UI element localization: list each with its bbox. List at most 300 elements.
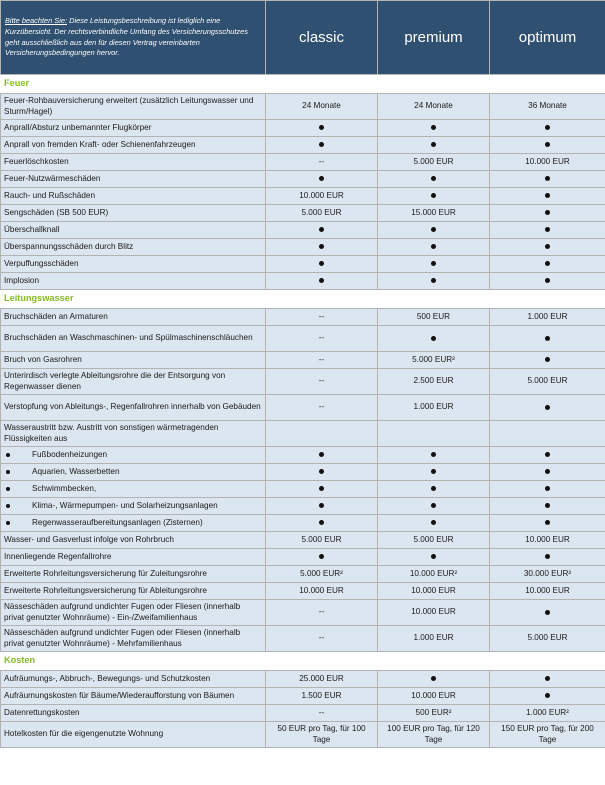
included-dot-icon bbox=[319, 503, 324, 508]
included-dot-icon bbox=[431, 469, 436, 474]
included-dot-icon bbox=[545, 486, 550, 491]
value-cell bbox=[378, 722, 490, 748]
row-label-cell bbox=[1, 326, 266, 352]
table-row bbox=[1, 120, 605, 137]
table-row bbox=[1, 154, 605, 171]
included-cell bbox=[266, 481, 378, 498]
cell-value: 1.000 EUR bbox=[413, 402, 454, 412]
table-row bbox=[1, 532, 605, 549]
row-label: Aquarien, Wasserbetten bbox=[32, 466, 120, 476]
value-cell bbox=[490, 583, 605, 600]
cell-value: 30.000 EUR² bbox=[523, 568, 572, 578]
bullet-icon bbox=[6, 504, 10, 508]
cell-value: 5.000 EUR bbox=[527, 376, 568, 386]
row-label: Bruchschäden an Armaturen bbox=[4, 311, 108, 321]
row-label: Fußbodenheizungen bbox=[32, 449, 108, 459]
included-dot-icon bbox=[431, 227, 436, 232]
included-dot-icon bbox=[431, 554, 436, 559]
section-title: Feuer bbox=[1, 75, 605, 94]
included-cell bbox=[378, 326, 490, 352]
table-row bbox=[1, 688, 605, 705]
row-label-cell bbox=[1, 447, 266, 464]
value-cell bbox=[378, 583, 490, 600]
table-row bbox=[1, 188, 605, 205]
row-label: Anprall/Absturz unbemannter Flugkörper bbox=[4, 122, 152, 132]
row-label-cell bbox=[1, 671, 266, 688]
included-dot-icon bbox=[545, 176, 550, 181]
table-row bbox=[1, 481, 605, 498]
included-cell bbox=[378, 239, 490, 256]
value-cell bbox=[266, 369, 378, 395]
section-header bbox=[1, 652, 605, 671]
value-cell bbox=[378, 532, 490, 549]
included-dot-icon bbox=[545, 610, 550, 615]
included-cell bbox=[266, 171, 378, 188]
included-cell bbox=[490, 549, 605, 566]
value-cell bbox=[266, 94, 378, 120]
row-label: Datenrettungskosten bbox=[4, 707, 80, 717]
table-row bbox=[1, 600, 605, 626]
table-row bbox=[1, 583, 605, 600]
row-label: Aufräumungs-, Abbruch-, Bewegungs- und Schutzkosten bbox=[4, 673, 211, 683]
included-cell bbox=[490, 188, 605, 205]
included-cell bbox=[490, 600, 605, 626]
included-dot-icon bbox=[545, 210, 550, 215]
cell-value: 5.000 EUR bbox=[301, 534, 342, 544]
included-cell bbox=[490, 222, 605, 239]
row-label-cell bbox=[1, 205, 266, 222]
value-cell bbox=[266, 352, 378, 369]
included-cell bbox=[378, 671, 490, 688]
cell-value: 1.500 EUR bbox=[301, 690, 342, 700]
included-dot-icon bbox=[319, 227, 324, 232]
section-title: Kosten bbox=[1, 652, 605, 671]
value-cell bbox=[378, 566, 490, 583]
included-dot-icon bbox=[319, 554, 324, 559]
row-label-cell bbox=[1, 705, 266, 722]
included-dot-icon bbox=[545, 193, 550, 198]
value-cell bbox=[266, 395, 378, 421]
included-cell bbox=[266, 137, 378, 154]
cell-value: 500 EUR² bbox=[415, 707, 452, 717]
row-label: Rauch- und Rußschäden bbox=[4, 190, 96, 200]
row-label-cell bbox=[1, 688, 266, 705]
value-cell bbox=[378, 352, 490, 369]
row-label-cell bbox=[1, 566, 266, 583]
row-label: Schwimmbecken, bbox=[32, 483, 97, 493]
value-cell bbox=[266, 688, 378, 705]
included-dot-icon bbox=[319, 142, 324, 147]
bullet-icon bbox=[6, 470, 10, 474]
included-dot-icon bbox=[431, 452, 436, 457]
included-cell bbox=[490, 137, 605, 154]
row-label: Bruchschäden an Waschmaschinen- und Spülmaschinenschläuchen bbox=[4, 333, 253, 343]
tier-premium-header: premium bbox=[378, 1, 490, 75]
bullet-icon bbox=[6, 453, 10, 457]
value-cell bbox=[266, 722, 378, 748]
value-cell bbox=[378, 600, 490, 626]
row-label-cell bbox=[1, 481, 266, 498]
value-cell bbox=[266, 421, 378, 447]
value-cell bbox=[378, 309, 490, 326]
included-cell bbox=[266, 498, 378, 515]
cell-value: 5.000 EUR bbox=[527, 633, 568, 643]
table-row bbox=[1, 498, 605, 515]
row-label-cell bbox=[1, 94, 266, 120]
included-dot-icon bbox=[431, 261, 436, 266]
cell-value: -- bbox=[318, 376, 325, 386]
row-label: Nässeschäden aufgrund undichter Fugen oder Fliesen (innerhalb privat genutzter Wohnräume) - Ein-/Zweifamilienhaus bbox=[4, 602, 241, 622]
table-body bbox=[1, 75, 605, 748]
table-row bbox=[1, 171, 605, 188]
included-dot-icon bbox=[545, 469, 550, 474]
cell-value: 100 EUR pro Tag, für 120 Tage bbox=[387, 724, 480, 744]
row-label: Implosion bbox=[4, 275, 40, 285]
value-cell bbox=[490, 154, 605, 171]
row-label: Klima-, Wärmepumpen- und Solarheizungsanlagen bbox=[32, 500, 218, 510]
row-label-cell bbox=[1, 583, 266, 600]
cell-value: 24 Monate bbox=[302, 101, 341, 111]
cell-value: 10.000 EUR bbox=[525, 585, 570, 595]
included-dot-icon bbox=[319, 486, 324, 491]
included-cell bbox=[490, 326, 605, 352]
cell-value: 1.000 EUR bbox=[527, 311, 568, 321]
included-cell bbox=[378, 498, 490, 515]
table-row bbox=[1, 464, 605, 481]
table-row bbox=[1, 626, 605, 652]
included-dot-icon bbox=[545, 554, 550, 559]
section-header bbox=[1, 75, 605, 94]
value-cell bbox=[266, 154, 378, 171]
included-cell bbox=[378, 447, 490, 464]
row-label-cell bbox=[1, 273, 266, 290]
included-dot-icon bbox=[319, 520, 324, 525]
included-cell bbox=[378, 515, 490, 532]
included-dot-icon bbox=[545, 227, 550, 232]
included-cell bbox=[490, 239, 605, 256]
cell-value: -- bbox=[318, 607, 325, 617]
cell-value: 10.000 EUR bbox=[299, 585, 344, 595]
table-row bbox=[1, 273, 605, 290]
included-cell bbox=[490, 464, 605, 481]
value-cell bbox=[266, 671, 378, 688]
value-cell bbox=[490, 369, 605, 395]
row-label-cell bbox=[1, 626, 266, 652]
value-cell bbox=[266, 188, 378, 205]
cell-value: -- bbox=[318, 156, 325, 166]
value-cell bbox=[490, 722, 605, 748]
included-cell bbox=[266, 464, 378, 481]
cell-value: 50 EUR pro Tag, für 100 Tage bbox=[277, 724, 366, 744]
value-cell bbox=[378, 154, 490, 171]
included-dot-icon bbox=[545, 261, 550, 266]
cell-value: -- bbox=[318, 633, 325, 643]
table-row bbox=[1, 309, 605, 326]
included-dot-icon bbox=[545, 278, 550, 283]
row-label: Aufräumungskosten für Bäume/Wiederaufforstung von Bäumen bbox=[4, 690, 235, 700]
row-label: Verstopfung von Ableitungs-, Regenfallrohren innerhalb von Gebäuden bbox=[4, 402, 261, 412]
included-dot-icon bbox=[319, 125, 324, 130]
row-label: Feuer-Rohbauversicherung erweitert (zusätzlich Leitungswasser und Sturm/Hagel) bbox=[4, 96, 254, 116]
table-header bbox=[1, 1, 605, 75]
included-dot-icon bbox=[545, 357, 550, 362]
included-cell bbox=[266, 239, 378, 256]
value-cell bbox=[378, 369, 490, 395]
included-cell bbox=[378, 120, 490, 137]
row-label: Anprall von fremden Kraft- oder Schienenfahrzeugen bbox=[4, 139, 196, 149]
included-dot-icon bbox=[319, 261, 324, 266]
table-row bbox=[1, 395, 605, 421]
cell-value: 2.500 EUR bbox=[413, 376, 454, 386]
value-cell bbox=[266, 205, 378, 222]
row-label-cell bbox=[1, 369, 266, 395]
included-dot-icon bbox=[545, 336, 550, 341]
included-cell bbox=[490, 171, 605, 188]
row-label-cell bbox=[1, 722, 266, 748]
row-label: Innenliegende Regenfallrohre bbox=[4, 551, 112, 561]
row-label-cell bbox=[1, 239, 266, 256]
table-row bbox=[1, 515, 605, 532]
row-label-cell bbox=[1, 154, 266, 171]
value-cell bbox=[266, 626, 378, 652]
included-cell bbox=[378, 222, 490, 239]
included-dot-icon bbox=[319, 452, 324, 457]
value-cell bbox=[490, 309, 605, 326]
table-row bbox=[1, 326, 605, 352]
cell-value: 10.000 EUR² bbox=[409, 568, 458, 578]
value-cell bbox=[490, 532, 605, 549]
cell-value: 15.000 EUR bbox=[411, 207, 456, 217]
included-cell bbox=[490, 256, 605, 273]
row-label-cell bbox=[1, 222, 266, 239]
row-label: Erweiterte Rohrleitungsversicherung für Ableitungsrohre bbox=[4, 585, 207, 595]
included-dot-icon bbox=[319, 244, 324, 249]
table-row bbox=[1, 722, 605, 748]
row-label-cell bbox=[1, 256, 266, 273]
row-label: Unterirdisch verlegte Ableitungsrohre die der Entsorgung von Regenwasser dienen bbox=[4, 371, 226, 391]
value-cell bbox=[490, 705, 605, 722]
cell-value: 10.000 EUR bbox=[525, 156, 570, 166]
included-cell bbox=[490, 205, 605, 222]
disclaimer-note bbox=[1, 1, 266, 75]
section-title: Leitungswasser bbox=[1, 290, 605, 309]
row-label-cell bbox=[1, 600, 266, 626]
row-label: Nässeschäden aufgrund undichter Fugen oder Fliesen (innerhalb privat genutzter Wohnräume) - Mehrfamilienhaus bbox=[4, 628, 241, 648]
cell-value: 10.000 EUR bbox=[411, 585, 456, 595]
value-cell bbox=[266, 600, 378, 626]
row-label-cell bbox=[1, 395, 266, 421]
value-cell bbox=[490, 626, 605, 652]
value-cell bbox=[266, 309, 378, 326]
value-cell bbox=[378, 94, 490, 120]
included-dot-icon bbox=[431, 244, 436, 249]
included-dot-icon bbox=[431, 520, 436, 525]
included-cell bbox=[490, 498, 605, 515]
included-cell bbox=[378, 188, 490, 205]
cell-value: 24 Monate bbox=[414, 101, 453, 111]
cell-value: -- bbox=[318, 402, 325, 412]
row-label-cell bbox=[1, 532, 266, 549]
included-dot-icon bbox=[431, 125, 436, 130]
row-label-cell bbox=[1, 188, 266, 205]
cell-value: 1.000 EUR² bbox=[526, 707, 569, 717]
cell-value: -- bbox=[318, 333, 325, 343]
table-row bbox=[1, 705, 605, 722]
bullet-icon bbox=[6, 521, 10, 525]
table-row bbox=[1, 94, 605, 120]
tier-classic-header: classic bbox=[266, 1, 378, 75]
value-cell bbox=[266, 705, 378, 722]
row-label: Erweiterte Rohrleitungsversicherung für Zuleitungsrohre bbox=[4, 568, 207, 578]
value-cell bbox=[490, 94, 605, 120]
table-row bbox=[1, 549, 605, 566]
cell-value: 10.000 EUR bbox=[411, 690, 456, 700]
included-cell bbox=[378, 481, 490, 498]
value-cell bbox=[378, 688, 490, 705]
included-cell bbox=[490, 688, 605, 705]
row-label-cell bbox=[1, 352, 266, 369]
included-cell bbox=[378, 137, 490, 154]
row-label-cell bbox=[1, 120, 266, 137]
cell-value: -- bbox=[318, 311, 325, 321]
table-row bbox=[1, 671, 605, 688]
included-cell bbox=[490, 671, 605, 688]
row-label-cell bbox=[1, 171, 266, 188]
included-cell bbox=[490, 447, 605, 464]
table-row bbox=[1, 222, 605, 239]
included-dot-icon bbox=[545, 142, 550, 147]
value-cell bbox=[266, 583, 378, 600]
value-cell bbox=[266, 532, 378, 549]
included-dot-icon bbox=[545, 125, 550, 130]
cell-value: 10.000 EUR bbox=[411, 607, 456, 617]
value-cell bbox=[266, 566, 378, 583]
included-dot-icon bbox=[431, 278, 436, 283]
included-dot-icon bbox=[431, 193, 436, 198]
included-dot-icon bbox=[545, 405, 550, 410]
row-label-cell bbox=[1, 498, 266, 515]
cell-value: -- bbox=[318, 707, 325, 717]
cell-value: 5.000 EUR² bbox=[300, 568, 343, 578]
included-dot-icon bbox=[545, 520, 550, 525]
included-dot-icon bbox=[431, 336, 436, 341]
row-label: Sengschäden (SB 500 EUR) bbox=[4, 207, 109, 217]
table-row bbox=[1, 566, 605, 583]
row-label: Regenwasseraufbereitungsanlagen (Zisternen) bbox=[32, 517, 203, 527]
table-row bbox=[1, 137, 605, 154]
table-row bbox=[1, 369, 605, 395]
tier-optimum-header: optimum bbox=[490, 1, 605, 75]
cell-value: 500 EUR bbox=[416, 311, 451, 321]
included-cell bbox=[490, 120, 605, 137]
row-label: Feuer-Nutzwärmeschäden bbox=[4, 173, 101, 183]
included-cell bbox=[490, 515, 605, 532]
included-dot-icon bbox=[545, 503, 550, 508]
included-cell bbox=[378, 273, 490, 290]
row-label: Wasseraustritt bzw. Austritt von sonstigen wärmetragenden Flüssigkeiten aus bbox=[4, 423, 219, 443]
value-cell bbox=[378, 205, 490, 222]
included-cell bbox=[266, 222, 378, 239]
table-row bbox=[1, 421, 605, 447]
row-label: Bruch von Gasrohren bbox=[4, 354, 82, 364]
cell-value: 5.000 EUR bbox=[301, 207, 342, 217]
table-row bbox=[1, 239, 605, 256]
cell-value: 10.000 EUR bbox=[525, 534, 570, 544]
included-cell bbox=[490, 273, 605, 290]
value-cell bbox=[378, 705, 490, 722]
row-label-cell bbox=[1, 549, 266, 566]
included-dot-icon bbox=[545, 693, 550, 698]
included-cell bbox=[266, 515, 378, 532]
row-label-cell bbox=[1, 421, 266, 447]
included-cell bbox=[378, 549, 490, 566]
value-cell bbox=[378, 626, 490, 652]
included-dot-icon bbox=[545, 676, 550, 681]
included-cell bbox=[490, 395, 605, 421]
disclaimer-note-body: Diese Leistungsbeschreibung ist lediglich eine Kurzübersicht. Der rechtsverbindliche Umfang des Versicherungsschutzes geht ausschließlich aus den für diesen Vertrag vereinbarten Versicherungsbedingungen hervor. bbox=[5, 16, 248, 58]
row-label-cell bbox=[1, 137, 266, 154]
included-cell bbox=[378, 256, 490, 273]
included-dot-icon bbox=[545, 244, 550, 249]
value-cell bbox=[490, 421, 605, 447]
included-cell bbox=[266, 120, 378, 137]
included-cell bbox=[490, 481, 605, 498]
included-dot-icon bbox=[319, 176, 324, 181]
value-cell bbox=[490, 566, 605, 583]
included-dot-icon bbox=[319, 278, 324, 283]
included-cell bbox=[378, 464, 490, 481]
row-label: Feuerlöschkosten bbox=[4, 156, 69, 166]
table-row bbox=[1, 352, 605, 369]
row-label: Hotelkosten für die eigengenutzte Wohnung bbox=[4, 729, 164, 739]
cell-value: 150 EUR pro Tag, für 200 Tage bbox=[501, 724, 594, 744]
included-cell bbox=[266, 273, 378, 290]
included-dot-icon bbox=[545, 452, 550, 457]
section-header bbox=[1, 290, 605, 309]
value-cell bbox=[378, 421, 490, 447]
included-dot-icon bbox=[431, 486, 436, 491]
cell-value: 5.000 EUR² bbox=[412, 354, 455, 364]
included-dot-icon bbox=[431, 142, 436, 147]
cell-value: -- bbox=[318, 354, 325, 364]
row-label-cell bbox=[1, 464, 266, 481]
value-cell bbox=[266, 326, 378, 352]
included-dot-icon bbox=[319, 469, 324, 474]
disclaimer-note-lead: Bitte beachten Sie: bbox=[5, 16, 68, 26]
cell-value: 25.000 EUR bbox=[299, 673, 344, 683]
table-row bbox=[1, 205, 605, 222]
row-label-cell bbox=[1, 515, 266, 532]
included-cell bbox=[266, 549, 378, 566]
cell-value: 36 Monate bbox=[528, 101, 567, 111]
table-row bbox=[1, 256, 605, 273]
included-cell bbox=[490, 352, 605, 369]
cell-value: 5.000 EUR bbox=[413, 156, 454, 166]
included-cell bbox=[266, 256, 378, 273]
included-cell bbox=[266, 447, 378, 464]
row-label: Überspannungsschäden durch Blitz bbox=[4, 241, 134, 251]
row-label: Wasser- und Gasverlust infolge von Rohrbruch bbox=[4, 534, 174, 544]
bullet-icon bbox=[6, 487, 10, 491]
cell-value: 1.000 EUR bbox=[413, 633, 454, 643]
table-row bbox=[1, 447, 605, 464]
cell-value: 10.000 EUR bbox=[299, 190, 344, 200]
included-cell bbox=[378, 171, 490, 188]
row-label: Verpuffungsschäden bbox=[4, 258, 79, 268]
row-label-cell bbox=[1, 309, 266, 326]
row-label: Überschallknall bbox=[4, 224, 60, 234]
value-cell bbox=[378, 395, 490, 421]
